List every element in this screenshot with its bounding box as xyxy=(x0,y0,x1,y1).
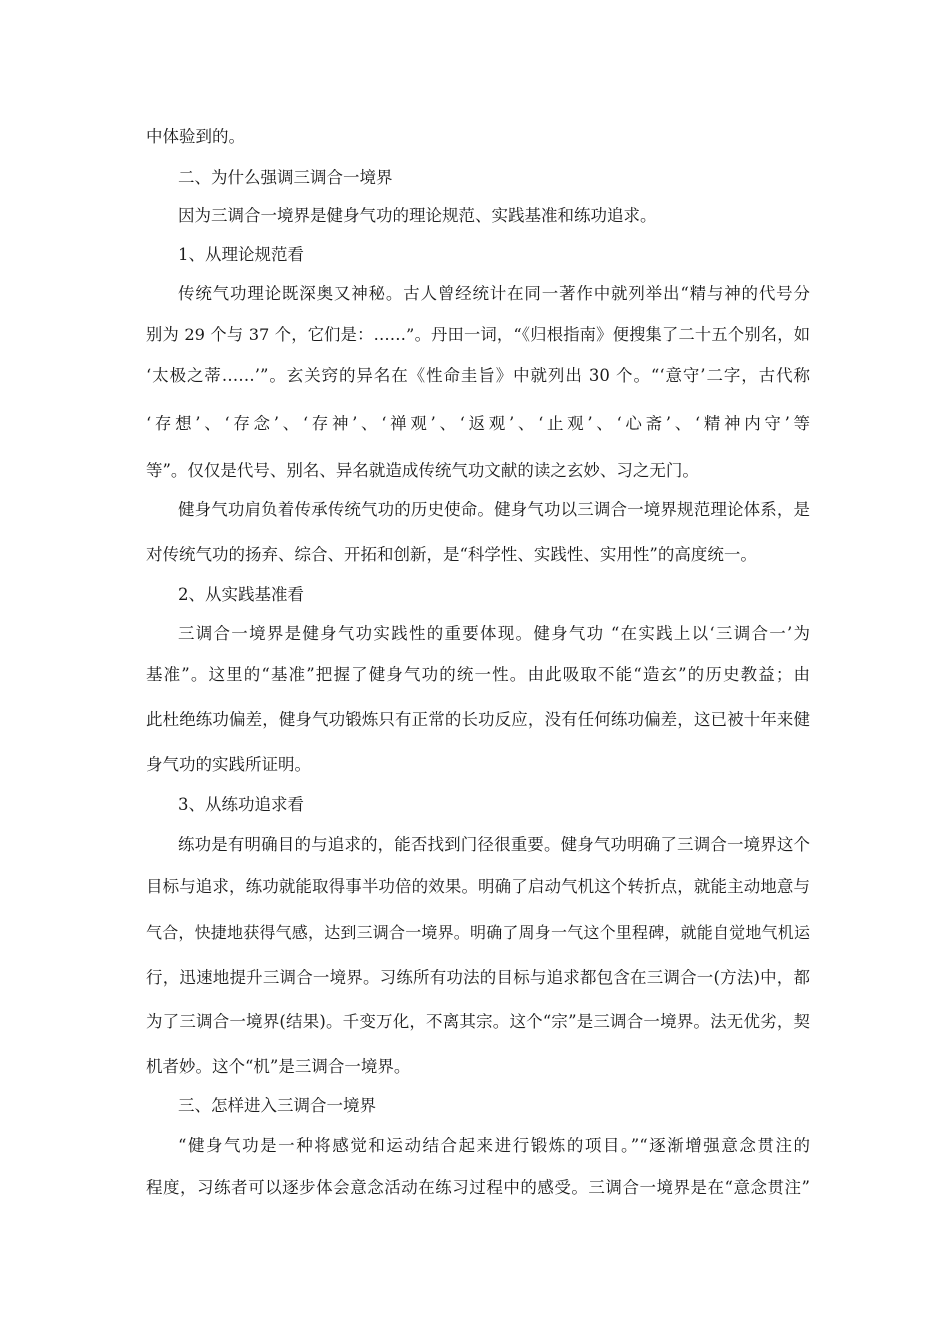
paragraph-line: ‘太极之蒂……’”。玄关窍的异名在《性命圭旨》中就列出 30 个。“‘意守’二字，古代称 xyxy=(146,366,810,385)
paragraph-line: 身气功的实践所证明。 xyxy=(146,755,311,774)
paragraph-line: 中体验到的。 xyxy=(146,127,245,146)
paragraph-line: 基准”。这里的“基准”把握了健身气功的统一性。由此吸取不能“造玄”的历史教益；由 xyxy=(146,665,810,684)
paragraph-line: 目标与追求，练功就能取得事半功倍的效果。明确了启动气机这个转折点，就能主动地意与 xyxy=(146,877,810,896)
paragraph-line: 为了三调合一境界(结果)。千变万化，不离其宗。这个“宗”是三调合一境界。法无优劣，契 xyxy=(146,1012,810,1031)
section-heading: 三、怎样进入三调合一境界 xyxy=(178,1096,376,1115)
paragraph-line: 传统气功理论既深奥又神秘。古人曾经统计在同一著作中就列举出“精与神的代号分 xyxy=(178,284,810,303)
paragraph-line: 此杜绝练功偏差，健身气功锻炼只有正常的长功反应，没有任何练功偏差，这已被十年来健 xyxy=(146,710,810,729)
paragraph-line: 对传统气功的扬弃、综合、开拓和创新，是“科学性、实践性、实用性”的高度统一。 xyxy=(146,545,757,564)
paragraph-line: 行，迅速地提升三调合一境界。习练所有功法的目标与追求都包含在三调合一(方法)中，都 xyxy=(146,968,810,987)
paragraph-line: 三调合一境界是健身气功实践性的重要体现。健身气功 “在实践上以‘三调合一’为 xyxy=(178,624,810,643)
paragraph-line: 健身气功肩负着传承传统气功的历史使命。健身气功以三调合一境界规范理论体系，是 xyxy=(178,500,810,519)
paragraph-line: ‘存想’、‘存念’、‘存神’、‘禅观’、‘返观’、‘止观’、‘心斋’、‘精神内守’等 xyxy=(146,414,810,433)
subsection-heading: 3、从练功追求看 xyxy=(178,795,304,814)
paragraph-line: 练功是有明确目的与追求的，能否找到门径很重要。健身气功明确了三调合一境界这个 xyxy=(178,835,810,854)
paragraph-line: 因为三调合一境界是健身气功的理论规范、实践基准和练功追求。 xyxy=(178,206,657,225)
paragraph-line: 机者妙。这个“机”是三调合一境界。 xyxy=(146,1057,411,1076)
paragraph-line: 气合，快捷地获得气感，达到三调合一境界。明确了周身一气这个里程碑，就能自觉地气机运 xyxy=(146,923,810,942)
subsection-heading: 2、从实践基准看 xyxy=(178,585,304,604)
section-heading: 二、为什么强调三调合一境界 xyxy=(178,168,393,187)
subsection-heading: 1、从理论规范看 xyxy=(178,245,304,264)
paragraph-line: “健身气功是一种将感觉和运动结合起来进行锻炼的项目。”“逐渐增强意念贯注的 xyxy=(178,1136,810,1155)
paragraph-line: 别为 29 个与 37 个，它们是：……”。丹田一词，“《归根指南》便搜集了二十五个别名，如 xyxy=(146,325,810,344)
paragraph-line: 等”。仅仅是代号、别名、异名就造成传统气功文献的读之玄妙、习之无门。 xyxy=(146,461,699,480)
paragraph-line: 程度，习练者可以逐步体会意念活动在练习过程中的感受。三调合一境界是在“意念贯注” xyxy=(146,1178,810,1197)
